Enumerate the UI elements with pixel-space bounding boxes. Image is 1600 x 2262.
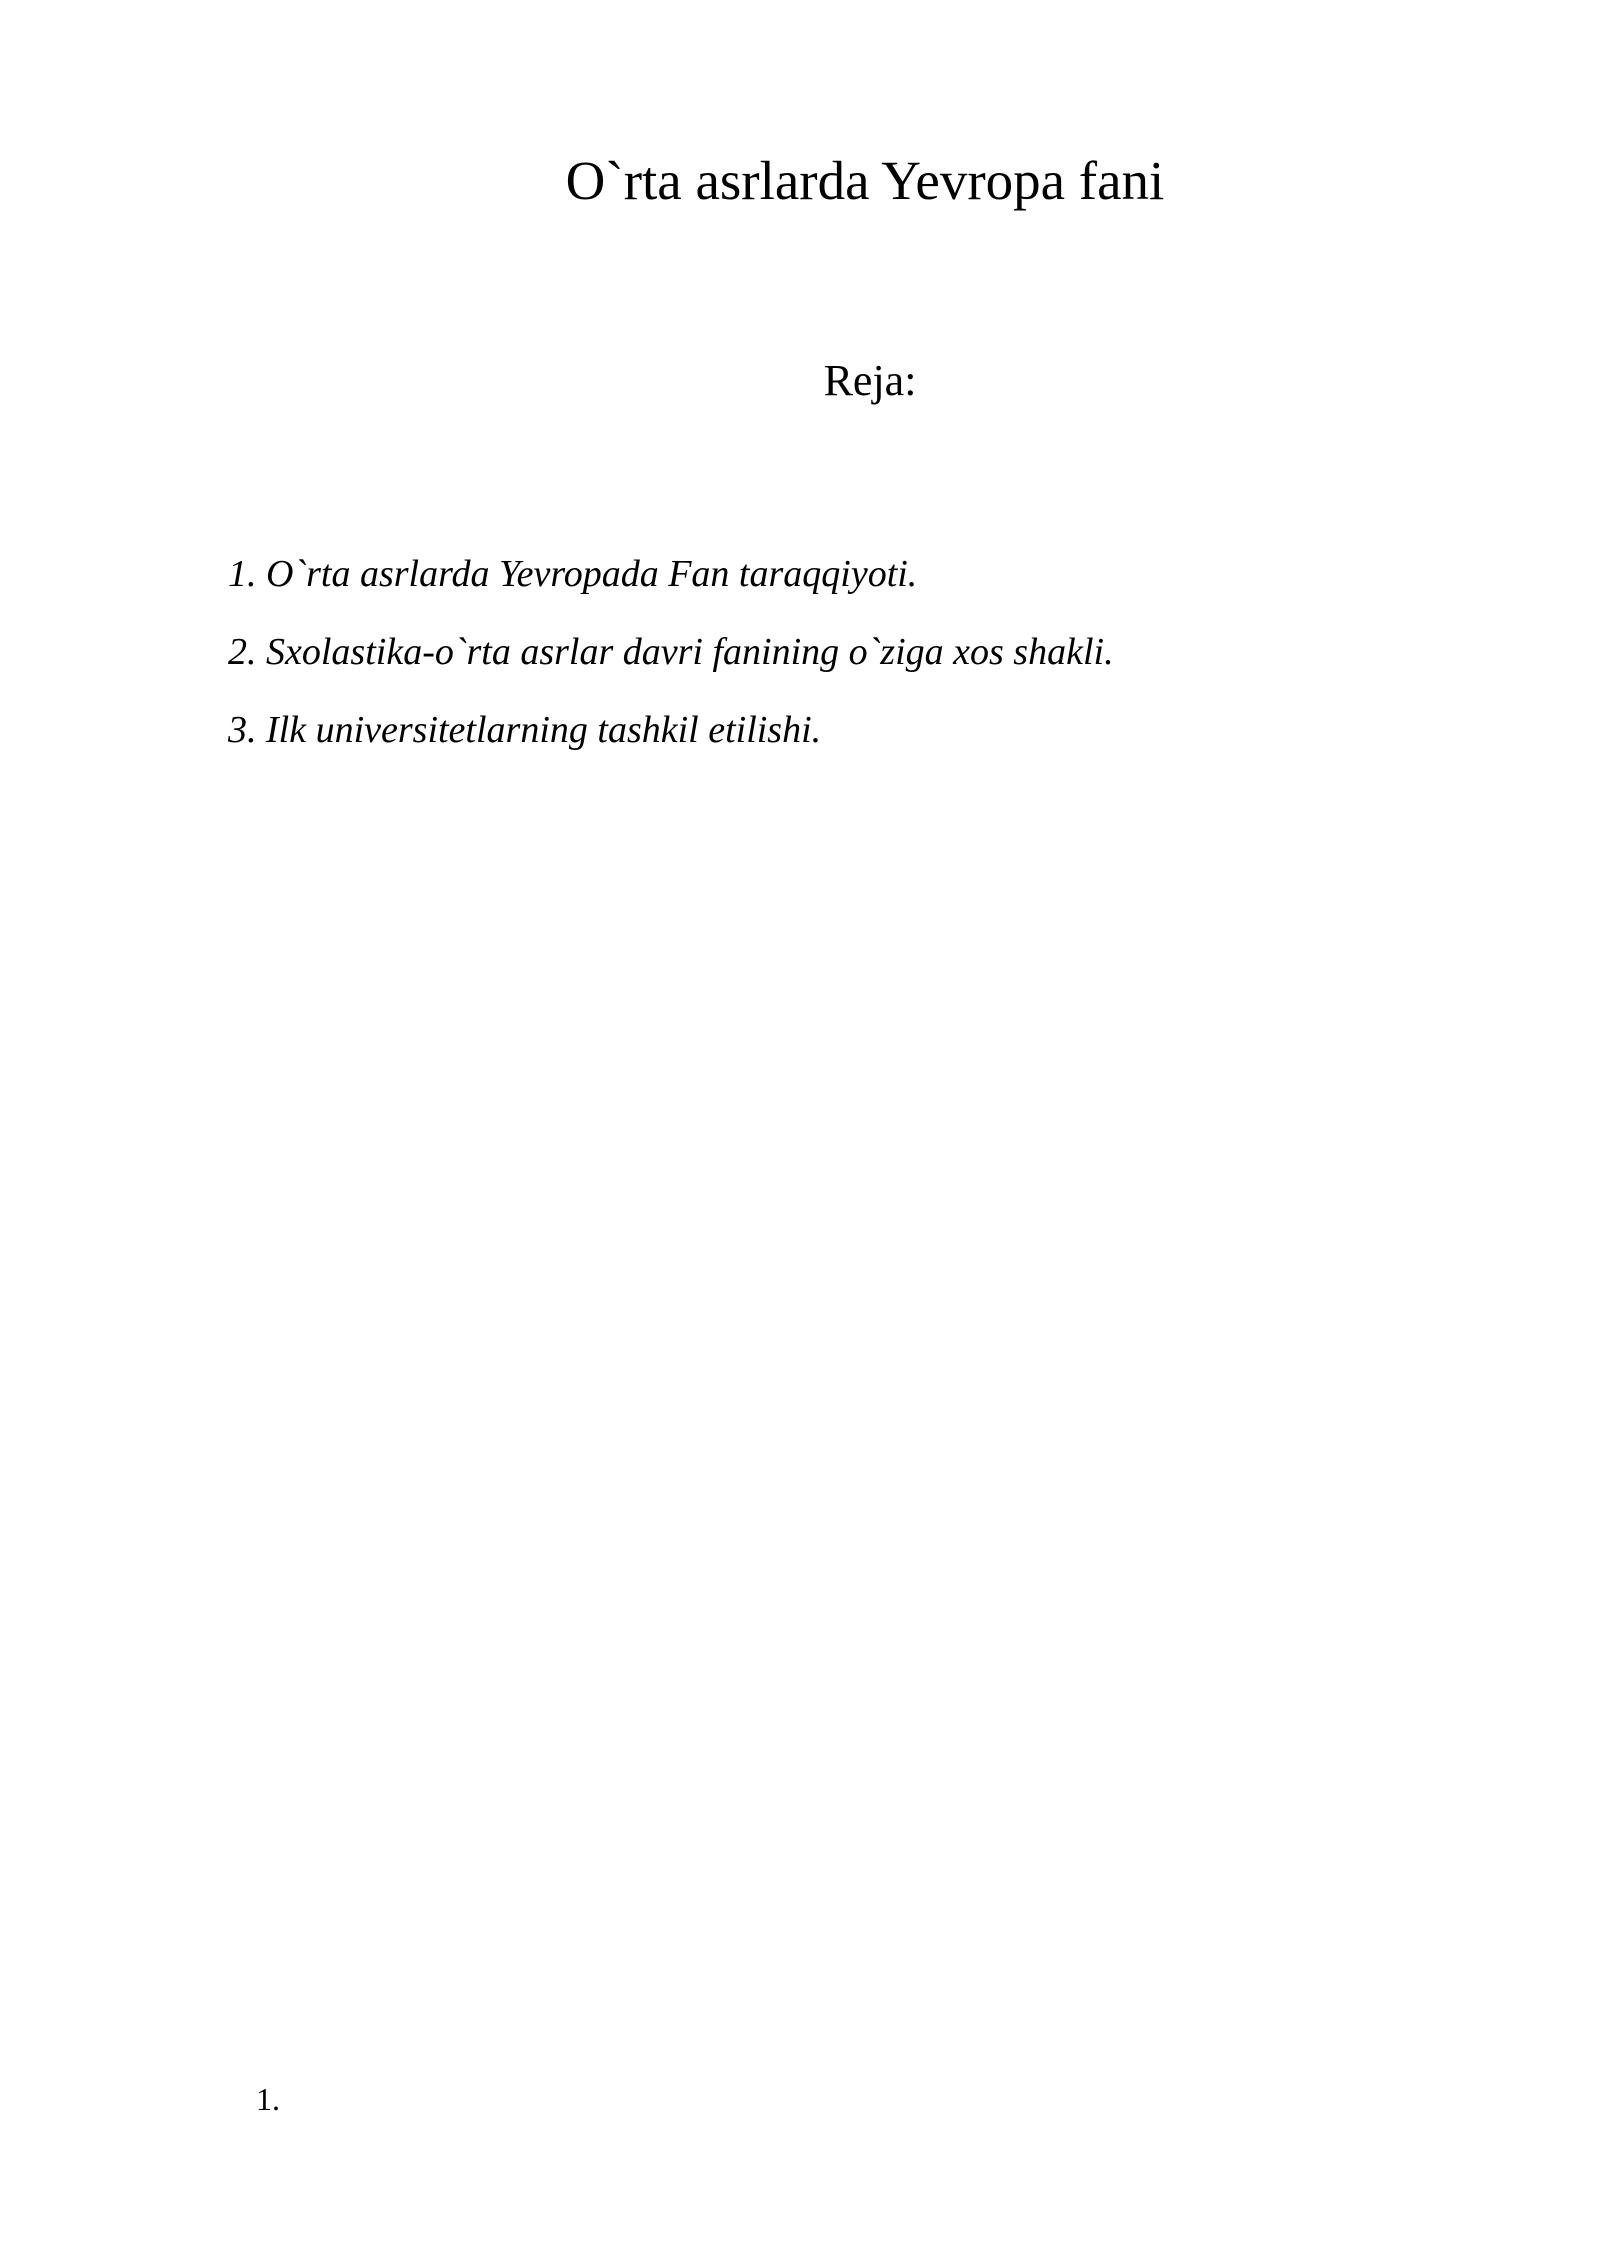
plan-item-3: 3. Ilk universitetlarning tashkil etilishi. bbox=[228, 709, 822, 751]
plan-list bbox=[228, 535, 1114, 769]
document-title: O`rta asrlarda Yevropa fani bbox=[565, 150, 1165, 211]
plan-item-1: 1. O`rta asrlarda Yevropada Fan taraqqiyoti. bbox=[228, 553, 918, 595]
plan-heading: Reja: bbox=[823, 356, 917, 405]
page-number: 1. bbox=[256, 2081, 280, 2117]
plan-item-2: 2. Sxolastika-o`rta asrlar davri fanining o`ziga xos shakli. bbox=[228, 631, 1114, 673]
